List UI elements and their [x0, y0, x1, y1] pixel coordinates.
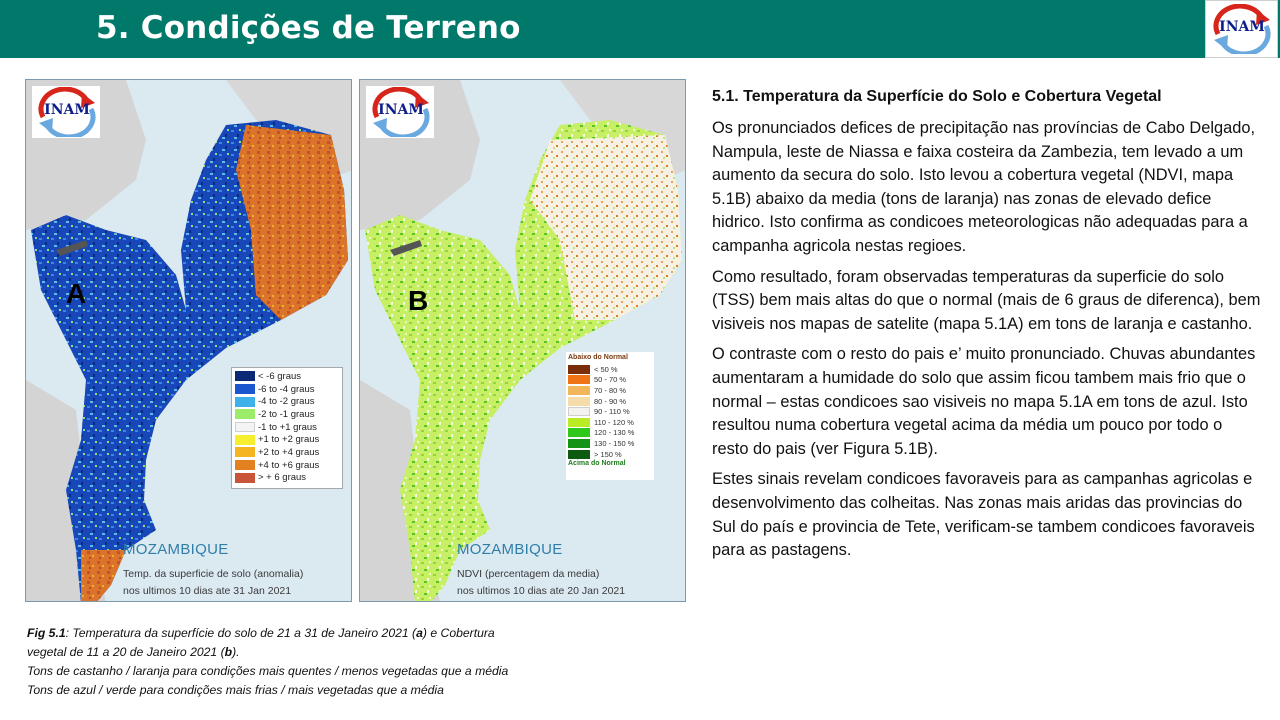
map-b-panel	[359, 79, 686, 602]
legend-a-row	[235, 395, 339, 408]
map-b-caption	[457, 566, 625, 600]
map-a-logo-text: INAM	[44, 102, 90, 118]
legend-a-label: -4 to -2 graus	[258, 396, 315, 408]
paragraph: O contraste com o resto do pais e’ muito pronunciado. Chuvas abundantes aumentaram a humidade do solo que assim ficou tambem mais frio que o normal – estas condicoes sao visiveis no mapa 5.1A em tons de azul. Isto resultou numa cobertura vegetal acima da média um pouco por todo o resto do pais (ver Figura 5.1B).	[712, 345, 1256, 458]
legend-b-row	[568, 364, 652, 375]
map-b-caption-line2: nos ultimos 10 dias ate 20 Jan 2021	[457, 585, 626, 597]
map-b-caption-line1: NDVI (percentagem da media)	[457, 568, 600, 580]
legend-a-label: +4 to +6 graus	[258, 459, 320, 471]
caption-b: b	[224, 645, 233, 659]
legend-b-swatch-1	[568, 375, 590, 384]
legend-a-swatch-5	[235, 435, 255, 445]
legend-a-row	[235, 446, 339, 459]
legend-a-swatch-1	[235, 384, 255, 394]
legend-a-row	[235, 433, 339, 446]
legend-a-row	[235, 370, 339, 383]
map-a-letter: A	[66, 278, 87, 309]
inam-logo	[1205, 0, 1278, 58]
figure-caption-line4: Tons de azul / verde para condições mais frias / mais vegetadas que a média	[27, 683, 444, 697]
page-title: 5. Condições de Terreno	[96, 10, 521, 46]
figure-caption	[27, 624, 627, 700]
caption-a: a	[416, 626, 423, 640]
map-a-caption-line2: nos ultimos 10 dias ate 31 Jan 2021	[123, 585, 292, 597]
legend-a-swatch-8	[235, 473, 255, 483]
map-a-legend	[231, 367, 343, 489]
map-a-country: MOZAMBIQUE	[123, 541, 229, 558]
legend-a-row	[235, 472, 339, 485]
legend-a-label: < -6 graus	[258, 370, 302, 382]
legend-b-row	[568, 375, 652, 386]
legend-b-label: 70 - 80 %	[594, 385, 627, 395]
legend-b-row	[568, 428, 652, 439]
legend-a-row	[235, 459, 339, 472]
legend-b-header: Abaixo do Normal	[568, 354, 628, 361]
legend-b-label: 50 - 70 %	[594, 375, 627, 385]
legend-b-swatch-2	[568, 386, 590, 395]
map-b-country: MOZAMBIQUE	[457, 541, 563, 558]
map-b-legend	[566, 352, 654, 480]
legend-b-swatch-7	[568, 439, 590, 448]
figure-caption-line1	[27, 624, 627, 643]
legend-b-footer: Acima do Normal	[568, 460, 626, 468]
paragraph: Os pronunciados defices de precipitação nas províncias de Cabo Delgado, Nampula, leste de Niassa e faixa costeira da Zambezia, tem levado a um aumento da secura do solo. Isto levou a cobertura vegetal (NDVI, mapa 5.1B) abaixo da media (tons de laranja) nas zonas de elevado defice hidrico. Isto confirma as condicoes meteorologicas não adequadas para a campanha agricola nestas regioes.	[712, 119, 1256, 255]
map-b-logo-text: INAM	[378, 102, 424, 118]
legend-a-row	[235, 383, 339, 396]
figure-caption-line2	[27, 643, 627, 662]
caption-text: ).	[232, 645, 240, 659]
legend-b-swatch-3	[568, 397, 590, 406]
legend-b-label: < 50 %	[594, 364, 618, 374]
legend-a-swatch-0	[235, 371, 255, 381]
map-b-letter: B	[408, 285, 429, 316]
legend-b-label: 130 - 150 %	[594, 438, 635, 448]
legend-b-swatch-4	[568, 407, 590, 416]
logo-text: INAM	[1219, 19, 1265, 35]
map-a-image	[26, 80, 352, 602]
header-bar	[0, 0, 1280, 58]
legend-b-swatch-5	[568, 418, 590, 427]
section-title: 5.1. Temperatura da Superfície do Solo e Cobertura Vegetal	[712, 88, 1162, 105]
legend-a-row	[235, 421, 339, 434]
legend-b-label: 90 - 110 %	[594, 407, 630, 417]
legend-b-swatch-6	[568, 428, 590, 437]
map-b-image	[360, 80, 686, 602]
legend-a-swatch-4	[235, 422, 255, 432]
legend-a-swatch-3	[235, 409, 255, 419]
map-b-logo	[369, 87, 433, 137]
legend-b-swatch-8	[568, 450, 590, 459]
legend-a-label: -6 to -4 graus	[258, 383, 315, 395]
legend-a-label: -1 to +1 graus	[258, 421, 317, 433]
legend-b-row	[568, 396, 652, 407]
legend-b-label: 80 - 90 %	[594, 396, 627, 406]
legend-b-row	[568, 449, 652, 460]
inam-logo-emblem	[1210, 4, 1274, 54]
paragraph: Como resultado, foram observadas temperaturas da superficie do solo (TSS) bem mais altas do que o normal (mais de 6 graus de diferenca), bem visiveis nos mapas de satelite (mapa 5.1A) em tons de laranja e castanho.	[712, 267, 1261, 333]
map-a-caption-line1: Temp. da superficie de solo (anomalia)	[123, 568, 304, 580]
legend-a-swatch-7	[235, 460, 255, 470]
legend-b-row	[568, 406, 652, 417]
legend-a-swatch-2	[235, 397, 255, 407]
map-a-logo	[35, 87, 99, 137]
map-a-panel	[25, 79, 352, 602]
caption-text: : Temperatura da superfície do solo de 21 a 31 de Janeiro 2021 (	[65, 626, 417, 640]
legend-a-swatch-6	[235, 447, 255, 457]
text-column	[712, 88, 1262, 570]
legend-b-label: 120 - 130 %	[594, 428, 635, 438]
paragraph: Estes sinais revelam condicoes favoraveis para as campanhas agricolas e desenvolvimento das colheitas. Nas zonas mais aridas das provincias do Sul do país e provincia de Tete, verificam-se tambem condicoes favoraveis para as pastagens.	[712, 470, 1255, 560]
caption-text: vegetal de 11 a 20 de Janeiro 2021 (	[27, 645, 225, 659]
figure-caption-line3: Tons de castanho / laranja para condições mais quentes / menos vegetadas que a média	[27, 664, 509, 678]
map-a-caption	[123, 566, 303, 600]
legend-b-swatch-0	[568, 365, 590, 374]
legend-a-label: > + 6 graus	[258, 472, 307, 484]
caption-text: ) e Cobertura	[422, 626, 495, 640]
figure-label: Fig 5.1	[27, 626, 66, 640]
legend-a-label: +2 to +4 graus	[258, 446, 320, 458]
legend-b-label: > 150 %	[594, 449, 622, 459]
legend-a-label: -2 to -1 graus	[258, 408, 315, 420]
legend-a-label: +1 to +2 graus	[258, 434, 320, 446]
legend-b-row	[568, 438, 652, 449]
legend-a-row	[235, 408, 339, 421]
legend-b-label: 110 - 120 %	[594, 417, 634, 427]
legend-b-row	[568, 385, 652, 396]
legend-b-row	[568, 417, 652, 428]
